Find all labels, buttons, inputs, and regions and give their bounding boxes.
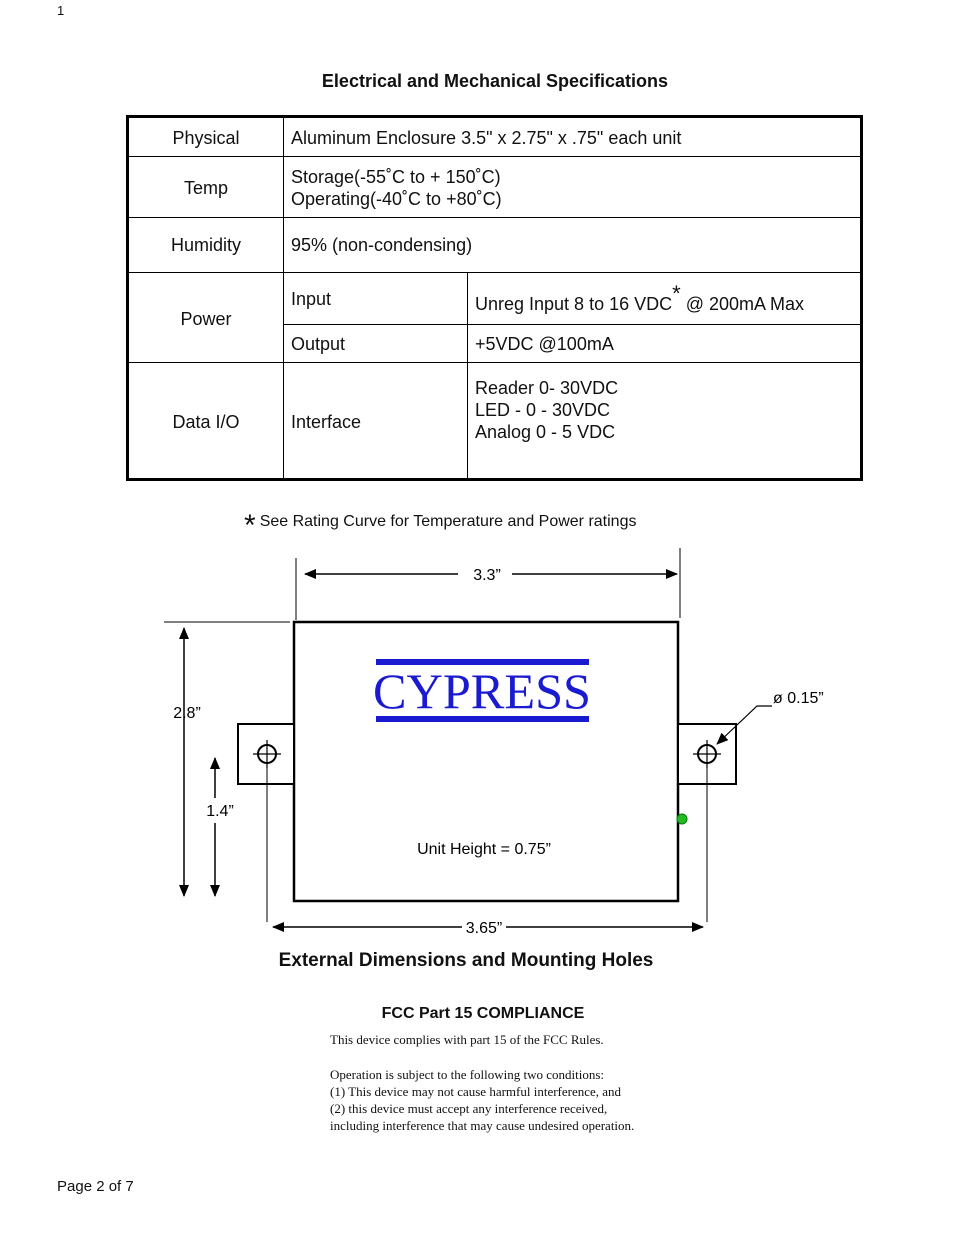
cypress-logo xyxy=(373,659,591,722)
fcc-line-2: Operation is subject to the following two conditions: xyxy=(330,1067,605,1082)
humidity-value: 95% (non-condensing) xyxy=(291,235,473,255)
footnote-star: * xyxy=(244,509,256,542)
temp-storage: Storage(-55˚C to + 150˚C) xyxy=(291,167,501,187)
fcc-line-4: (2) this device must accept any interference received, xyxy=(330,1101,608,1116)
interface-label: Interface xyxy=(291,412,362,432)
brand-text: CYPRESS xyxy=(373,663,591,719)
fcc-line-3: (1) This device may not cause harmful interference, and xyxy=(330,1084,622,1099)
footnote xyxy=(244,500,637,542)
output-label: Output xyxy=(291,334,346,354)
external-dimensions-title: External Dimensions and Mounting Holes xyxy=(278,950,654,971)
input-value: Unreg Input 8 to 16 VDC* @ 200mA Max xyxy=(475,281,805,314)
spec-table xyxy=(126,115,863,481)
input-label: Input xyxy=(291,289,332,309)
overall-width-label: 3.65” xyxy=(465,920,503,937)
humidity-label: Humidity xyxy=(170,235,241,255)
height-label: 2.8” xyxy=(173,705,201,722)
dimension-drawing xyxy=(0,540,954,940)
input-footnote-star: * xyxy=(672,281,681,306)
fcc-line-1: This device complies with part 15 of the FCC Rules. xyxy=(330,1032,604,1047)
page-footer: Page 2 of 7 xyxy=(57,1178,134,1195)
output-value: +5VDC @100mA xyxy=(475,334,614,354)
unit-height-label: Unit Height = 0.75” xyxy=(417,841,551,858)
page-corner-number: 1 xyxy=(57,3,65,18)
temp-operating: Operating(-40˚C to +80˚C) xyxy=(291,189,502,209)
fcc-line-5: including interference that may cause undesired operation. xyxy=(330,1118,635,1133)
page-title: Electrical and Mechanical Specifications xyxy=(321,71,669,91)
width-label: 3.3” xyxy=(473,567,501,584)
fcc-title: FCC Part 15 COMPLIANCE xyxy=(381,1005,585,1022)
interface-line-2: LED - 0 - 30VDC xyxy=(475,400,611,420)
fcc-text xyxy=(330,1031,634,1134)
interface-line-3: Analog 0 - 5 VDC xyxy=(475,422,616,442)
physical-value: Aluminum Enclosure 3.5" x 2.75" x .75" each unit xyxy=(291,128,682,148)
dataio-label: Data I/O xyxy=(172,412,240,432)
hole-offset-label: 1.4” xyxy=(206,803,234,820)
interface-line-1: Reader 0- 30VDC xyxy=(475,378,619,398)
physical-label: Physical xyxy=(172,128,240,148)
hole-label: ø 0.15” xyxy=(773,690,824,707)
led-indicator xyxy=(677,814,687,824)
temp-label: Temp xyxy=(183,178,228,198)
footnote-text: See Rating Curve for Temperature and Power ratings xyxy=(259,513,637,530)
power-label: Power xyxy=(180,309,232,329)
